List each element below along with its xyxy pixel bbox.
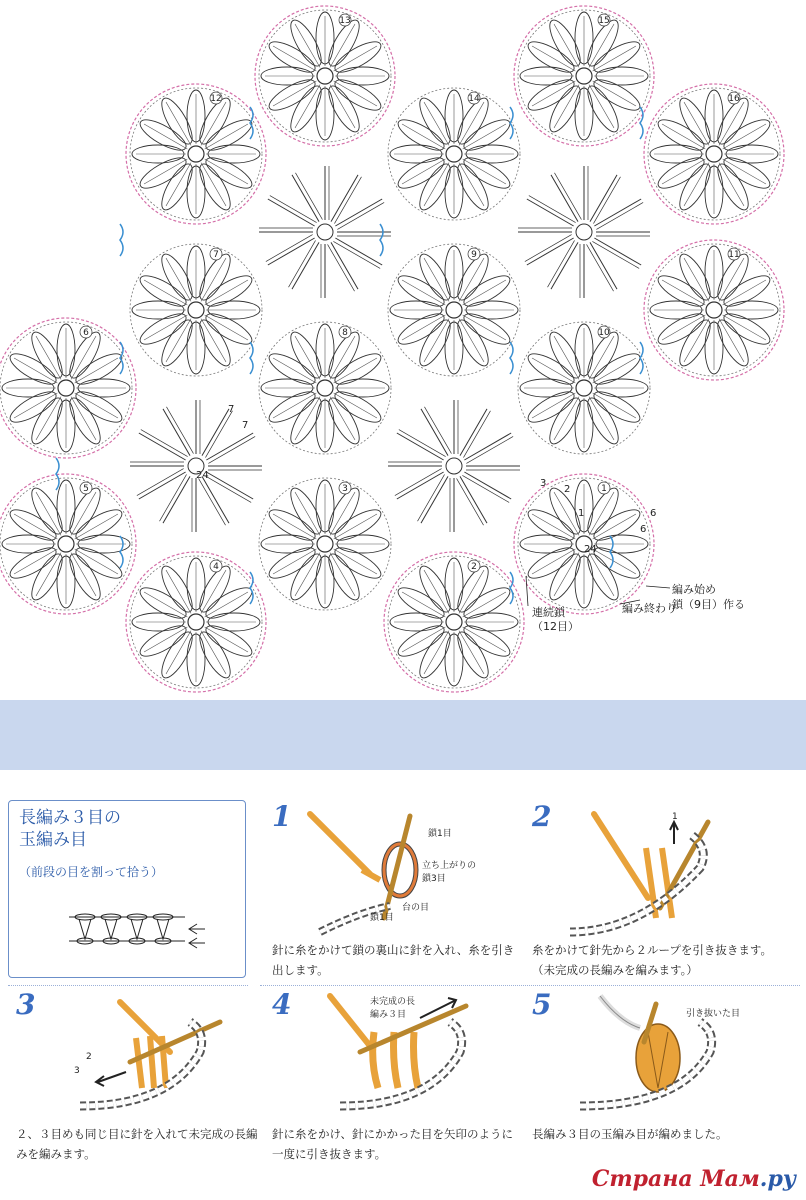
svg-text:14: 14 xyxy=(468,94,480,104)
svg-text:7: 7 xyxy=(213,250,219,260)
step-number: 5 xyxy=(532,988,552,1021)
step-separator xyxy=(8,985,248,986)
flower-motif xyxy=(259,478,391,610)
round-marker: 1 xyxy=(578,508,585,519)
svg-text:8: 8 xyxy=(342,328,348,338)
stitch-subtitle: （前段の目を割って拾う） xyxy=(19,865,164,879)
svg-text:11: 11 xyxy=(728,250,740,260)
motif-number xyxy=(728,92,740,104)
step-2-caption: 糸をかけて針先から２ループを引き抜きます。（未完成の長編みを編みます。） xyxy=(532,943,773,977)
joining-count-label: （12目） xyxy=(532,620,579,633)
stitch-symbol-illustration xyxy=(65,905,215,953)
joining-chain xyxy=(120,224,123,256)
round-marker: 3 xyxy=(540,478,547,489)
svg-text:5: 5 xyxy=(83,484,89,494)
motif-number xyxy=(468,560,480,572)
step-4-caption: 針に糸をかけ、針にかかった目を矢印のように一度に引き抜きます。 xyxy=(272,1127,514,1161)
flower-motif xyxy=(0,478,132,610)
stitch-title: 長編み３目の 玉編み目 xyxy=(19,808,121,850)
flower-motif xyxy=(130,88,262,220)
stitch-count: 7 xyxy=(242,420,249,431)
motif-number xyxy=(339,14,351,26)
step-number: 2 xyxy=(532,800,552,833)
star-motif xyxy=(259,166,391,298)
motif-number xyxy=(728,248,740,260)
end-label: 編み終わり xyxy=(622,602,677,615)
step-1-caption: 針に糸をかけて鎖の裏山に針を入れ、糸を引き出します。 xyxy=(272,943,515,977)
start-label: 編み始め xyxy=(672,583,716,596)
step-separator xyxy=(260,985,800,986)
stitch-count: 24 xyxy=(196,470,209,481)
joining-chain-label: 連続鎖 xyxy=(532,606,565,619)
motif-number xyxy=(598,482,610,494)
joining-chain xyxy=(640,107,643,139)
step-1-tag: 立ち上がりの鎖3目 xyxy=(422,861,477,884)
chain-label: 鎖（9目）作る xyxy=(672,598,745,611)
flower-motif xyxy=(648,88,780,220)
motif-number xyxy=(210,92,222,104)
step-2-illustration xyxy=(560,808,770,938)
flower-motif xyxy=(130,556,262,688)
svg-text:10: 10 xyxy=(598,328,610,338)
svg-text:9: 9 xyxy=(471,250,477,260)
motif-number xyxy=(468,92,480,104)
step-3-tag: 3 xyxy=(74,1066,80,1076)
joining-chain xyxy=(510,342,513,374)
motif-number xyxy=(598,14,610,26)
svg-text:1: 1 xyxy=(601,484,607,494)
motif-number xyxy=(468,248,480,260)
svg-text:12: 12 xyxy=(210,94,222,104)
flower-motif xyxy=(259,10,391,142)
step-3-caption: ２、３目めも同じ目に針を入れて未完成の長編みを編みます。 xyxy=(16,1127,258,1161)
step-2-tag: 1 xyxy=(672,812,678,822)
step-1-tag: 鎖1目 xyxy=(370,913,394,923)
step-number: 1 xyxy=(272,800,292,833)
flower-motif xyxy=(259,322,391,454)
step-number: 4 xyxy=(272,988,292,1021)
joining-chain xyxy=(250,572,253,604)
step-1-tag: 鎖1目 xyxy=(428,829,452,839)
round-marker: 2 xyxy=(564,484,571,495)
step-1-tag: 台の目 xyxy=(402,903,430,913)
flower-motif xyxy=(130,244,262,376)
flower-motif xyxy=(518,10,650,142)
flower-motif xyxy=(388,244,520,376)
section-band xyxy=(0,700,806,770)
motif-number xyxy=(210,248,222,260)
svg-text:13: 13 xyxy=(339,16,351,26)
motif-number xyxy=(210,560,222,572)
joining-chain xyxy=(380,224,383,256)
svg-text:2: 2 xyxy=(471,562,477,572)
step-number: 3 xyxy=(16,988,36,1021)
step-5-caption: 長編み３目の玉編み目が編めました。 xyxy=(532,1127,728,1141)
motif-number xyxy=(598,326,610,338)
motif-number xyxy=(80,482,92,494)
star-motif xyxy=(388,400,520,532)
star-motif xyxy=(518,166,650,298)
flower-motif xyxy=(388,556,520,688)
flower-motif xyxy=(648,244,780,376)
svg-text:4: 4 xyxy=(213,562,219,572)
svg-text:15: 15 xyxy=(598,16,610,26)
joining-chain xyxy=(120,536,123,568)
svg-text:16: 16 xyxy=(728,94,740,104)
step-4-tag: 未完成の長編み３目 xyxy=(370,997,416,1020)
motif-number xyxy=(339,482,351,494)
motif-number xyxy=(80,326,92,338)
joining-chain xyxy=(640,342,643,374)
svg-text:3: 3 xyxy=(342,484,348,494)
joining-chain xyxy=(510,572,513,604)
flower-motif xyxy=(518,322,650,454)
stitch-count: 7 xyxy=(228,404,235,415)
flower-motif xyxy=(0,322,132,454)
step-3-tag: 2 xyxy=(86,1052,92,1062)
round-marker: 6 xyxy=(650,508,657,519)
svg-text:6: 6 xyxy=(83,328,89,338)
step-5-tag: 引き抜いた目 xyxy=(686,1009,741,1019)
round-marker: 24 xyxy=(584,544,597,555)
stitch-title-box xyxy=(8,800,246,978)
site-watermark: Страна Мам.ру xyxy=(591,1166,796,1192)
round-marker: 6 xyxy=(640,524,647,535)
flower-motif xyxy=(388,88,520,220)
step-3-illustration xyxy=(50,992,260,1112)
motif-number xyxy=(339,326,351,338)
joining-chain xyxy=(250,342,253,374)
